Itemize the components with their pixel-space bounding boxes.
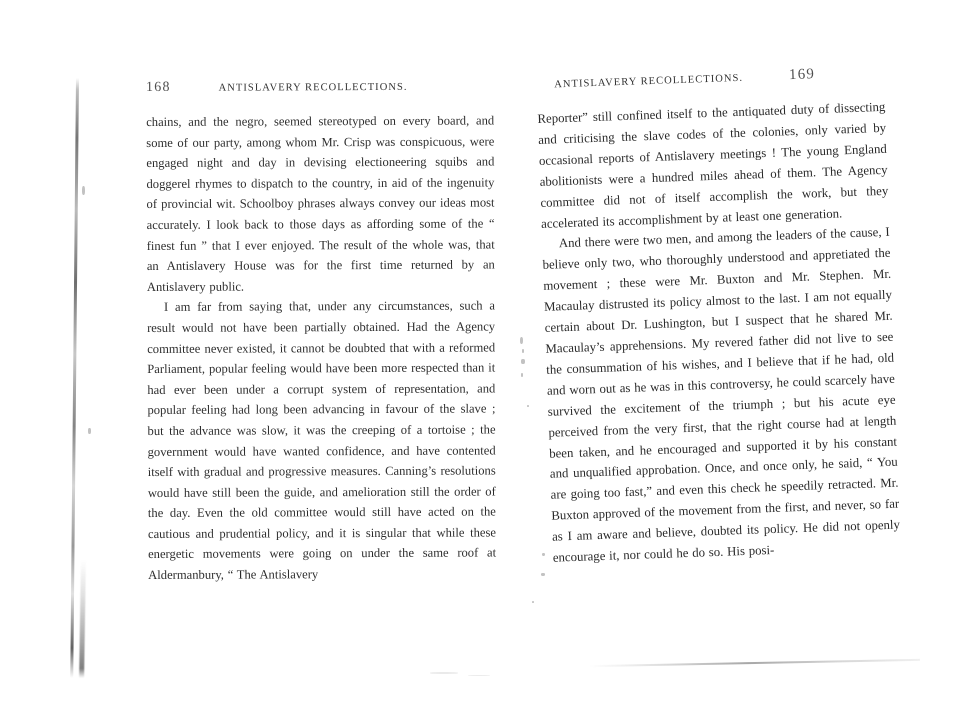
left-edge-scan-streak-lower	[79, 560, 86, 678]
paragraph: And there were two men, and among the leaders of the cause, I believe only two, who thoroughly understood and appretiated the movement ; these were Mr. Buxton and Mr. Stephen. Mr. Macaulay distrusted its policy almost to the last. I am not equally certain about Dr. Lushington, but I suspect that he shared Mr. Macaulay’s apprehensions. My revered father did not live to see the consummation of his wishes, and I believe that if he had, old and worn out as he was in this controversy, he could scarcely have survived the excitement of the triumph ; but his acute eye perceived from the very first, that the right course had at length been taken, and he encouraged and supported it by his constant and unqualified approbation. Once, and once only, he said, “ You are going too fast,” and even this check he speedily retracted. Mr. Buxton approved of the movement from the first, and never, so far as I am aware and believe, doubted its policy. He did not openly encourage it, nor could he do so. His posi-	[542, 225, 901, 565]
dust-speck	[520, 337, 523, 344]
left-page-head-title: ANTISLAVERY RECOLLECTIONS.	[218, 81, 408, 94]
paragraph: I am far from saying that, under any circumstances, such a result would not have been partially obtained. Had the Agency committee never existed, it cannot be doubted that with a reformed Parliament, popular feeling would have been more respected than it had ever been under a corrupt system of representation, and popular feeling had long been advancing in favour of the slave ; but the advance was slow, it was the creeping of a tortoise ; the government would have wanted confidence, and have contented itself with gradual and progressive measures. Canning’s resolutions would have still been the guide, and amelioration still the order of the day. Even the old committee would still have acted on the cautious and prudential policy, and it is singular that while these energetic movements were going on under the same roof at Aldermanbury, “ The Antislavery	[147, 298, 497, 583]
dust-speck	[88, 428, 91, 434]
left-edge-scan-streak	[70, 78, 79, 678]
dust-speck	[541, 573, 545, 576]
left-page-folio: 168	[146, 79, 171, 95]
left-page-running-head	[146, 78, 494, 96]
right-page-head-title: ANTISLAVERY RECOLLECTIONS.	[554, 72, 744, 91]
dust-speck	[522, 349, 524, 353]
right-page	[536, 64, 901, 569]
dust-speck	[82, 186, 85, 195]
left-page	[146, 78, 496, 585]
paragraph: Reporter” still confined itself to the antiquated duty of dissecting and criticising the slave codes of the colonies, only varied by occasional reports of Antislavery meetings ! The young England abolitionists were a hundred miles ahead of them. The Agency committee did not of itself accomplish the work, but they accelerated its accomplishment by at least one generation.	[537, 99, 889, 231]
dust-speck	[532, 601, 534, 603]
right-page-running-head	[536, 64, 884, 93]
paragraph: chains, and the negro, seemed stereotyped on every board, and some of our party, among whom Mr. Crisp was conspicuous, were engaged night and day in devising electioneering squibs and doggerel rhymes to dispatch to the country, in aid of the ingenuity of provincial wit. Schoolboy phrases always convey our ideas most accurately. I look back to those days as affording some of the “ finest fun ” that I ever enjoyed. The result of the whole was, that an Antislavery House was for the first time returned by an Antislavery public.	[146, 113, 495, 294]
bottom-scan-streak	[590, 659, 920, 667]
dust-speck	[468, 675, 490, 676]
dust-speck	[430, 672, 458, 674]
dust-speck	[521, 359, 525, 364]
right-page-body	[537, 97, 901, 569]
dust-speck	[527, 405, 529, 407]
dust-speck	[542, 553, 545, 556]
left-page-body	[146, 110, 496, 585]
right-page-folio: 169	[788, 66, 816, 84]
dust-speck	[521, 373, 523, 377]
